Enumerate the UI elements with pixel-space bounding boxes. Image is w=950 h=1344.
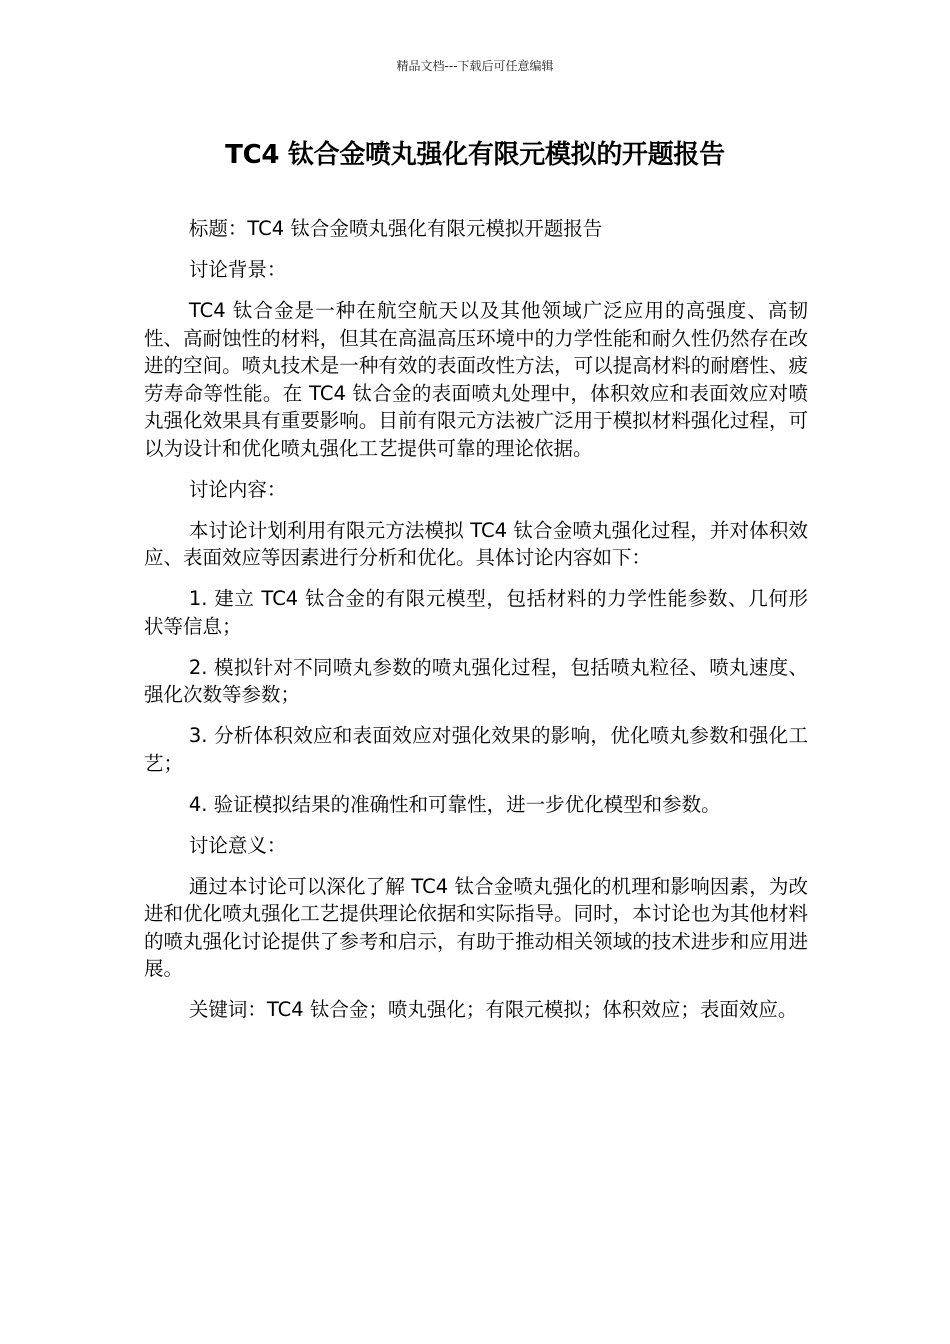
content-item-4: 4. 验证模拟结果的准确性和可靠性，进一步优化模型和参数。 [188,792,721,816]
document-title: TC4 钛合金喷丸强化有限元模拟的开题报告 [225,140,725,170]
significance-paragraph: 通过本讨论可以深化了解 TC4 钛合金喷丸强化的机理和影响因素，为改进和优化喷丸强化工艺提供理论依据和实际指导。同时，本讨论也为其他材料的喷丸强化讨论提供了参考和启示，有助于推动相关领域的技术进步和应用进展。 [144,874,808,980]
document-body [144,215,808,1037]
section-heading-content: 讨论内容： [188,477,287,501]
keywords-line: 关键词：TC4 钛合金；喷丸强化；有限元模拟；体积效应；表面效应。 [188,998,798,1021]
section-heading-significance: 讨论意义： [188,833,287,857]
section-heading-background: 讨论背景： [188,258,287,281]
page-header: 精品文档---下载后可任意编辑 [396,59,554,73]
content-item-1: 1. 建立 TC4 钛合金的有限元模型，包括材料的力学性能参数、几何形状等信息； [144,587,808,638]
background-paragraph: TC4 钛合金是一种在航空航天以及其他领域广泛应用的高强度、高韧性、高耐蚀性的材料，但其在高温高压环境中的力学性能和耐久性仍然存在改进的空间。喷丸技术是一种有效的表面改性方法，可以提高材料的耐磨性、疲劳寿命等性能。在 TC4 钛合金的表面喷丸处理中，体积效应和表面效应对喷丸强化效果具有重要影响。目前有限元方法被广泛用于模拟材料强化过程，可以为设计和优化喷丸强化工艺提供可靠的理论依据。 [144,299,808,460]
content-intro-paragraph: 本讨论计划利用有限元方法模拟 TC4 钛合金喷丸强化过程，并对体积效应、表面效应等因素进行分析和优化。具体讨论内容如下： [144,518,808,569]
content-item-3: 3. 分析体积效应和表面效应对强化效果的影响，优化喷丸参数和强化工艺； [144,724,808,775]
content-item-2: 2. 模拟针对不同喷丸参数的喷丸强化过程，包括喷丸粒径、喷丸速度、强化次数等参数； [144,655,808,706]
subject-line: 标题：TC4 钛合金喷丸强化有限元模拟开题报告 [188,217,603,240]
